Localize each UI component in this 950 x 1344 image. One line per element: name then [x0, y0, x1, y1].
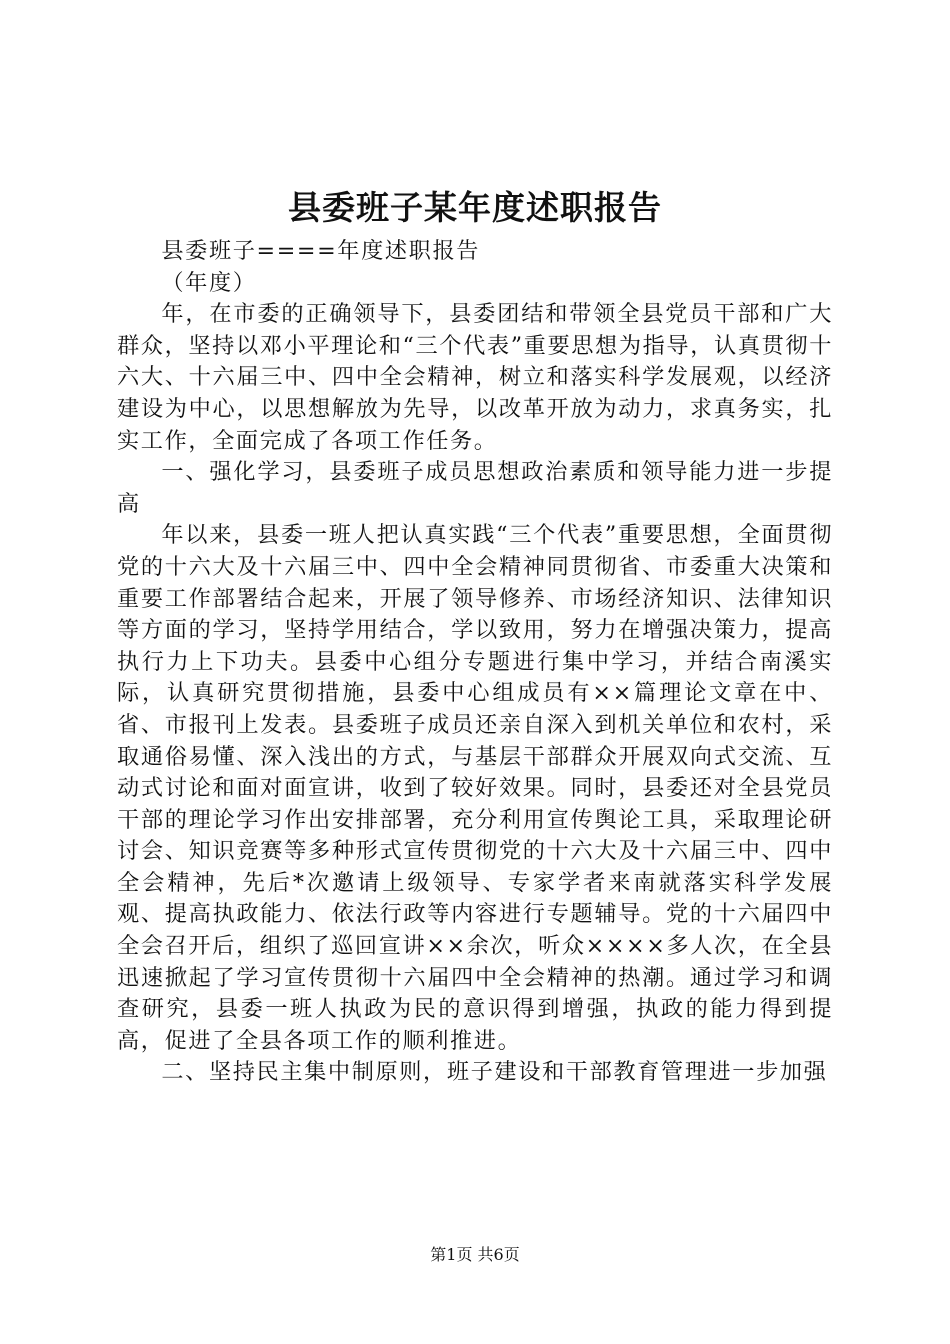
- year-note: （年度）: [161, 269, 257, 296]
- intro-paragraph: 年，在市委的正确领导下，县委团结和带领全县党员干部和广大群众，坚持以邓小平理论和“三个代表”重要思想为指导，认真贯彻十六大、十六届三中、四中全会精神，树立和落实科学发展观，以经济建设为中心，以思想解放为先导，以改革开放为动力，求真务实，扎实工作，全面完成了各项工作任务。: [117, 301, 833, 454]
- subtitle-line: 县委班子====年度述职报告: [161, 238, 481, 264]
- document-body: [117, 236, 833, 1089]
- document-title: 县委班子某年度述职报告: [288, 188, 662, 227]
- page-number: 第1页 共6页: [430, 1245, 520, 1264]
- section-1-paragraph: 年以来，县委一班人把认真实践“三个代表”重要思想，全面贯彻党的十六大及十六届三中、四中全会精神同贯彻省、市委重大决策和重要工作部署结合起来，开展了领导修养、市场经济知识、法律知识等方面的学习，坚持学用结合，学以致用，努力在增强决策力，提高执行力上下功夫。县委中心组分专题进行集中学习，并结合南溪实际，认真研究贯彻措施，县委中心组成员有××篇理论文章在中、省、市报刊上发表。县委班子成员还亲自深入到机关单位和农村，采取通俗易懂、深入浅出的方式，与基层干部群众开展双向式交流、互动式讨论和面对面宣讲，收到了较好效果。同时，县委还对全县党员干部的理论学习作出安排部署，充分利用宣传舆论工具，采取理论研讨会、知识竞赛等多种形式宣传贯彻党的十六大及十六届三中、四中全会精神，先后*次邀请上级领导、专家学者来南就落实科学发展观、提高执政能力、依法行政等内容进行专题辅导。党的十六届四中全会召开后，组织了巡回宣讲××余次，听众××××多人次，在全县迅速掀起了学习宣传贯彻十六届四中全会精神的热潮。通过学习和调查研究，县委一班人执政为民的意识得到增强，执政的能力得到提高，促进了全县各项工作的顺利推进。: [117, 522, 833, 1054]
- section-heading-2: 二、坚持民主集中制原则，班子建设和干部教育管理进一步加强: [161, 1059, 828, 1086]
- section-heading-1: 一、强化学习，县委班子成员思想政治素质和领导能力进一步提高: [117, 459, 833, 517]
